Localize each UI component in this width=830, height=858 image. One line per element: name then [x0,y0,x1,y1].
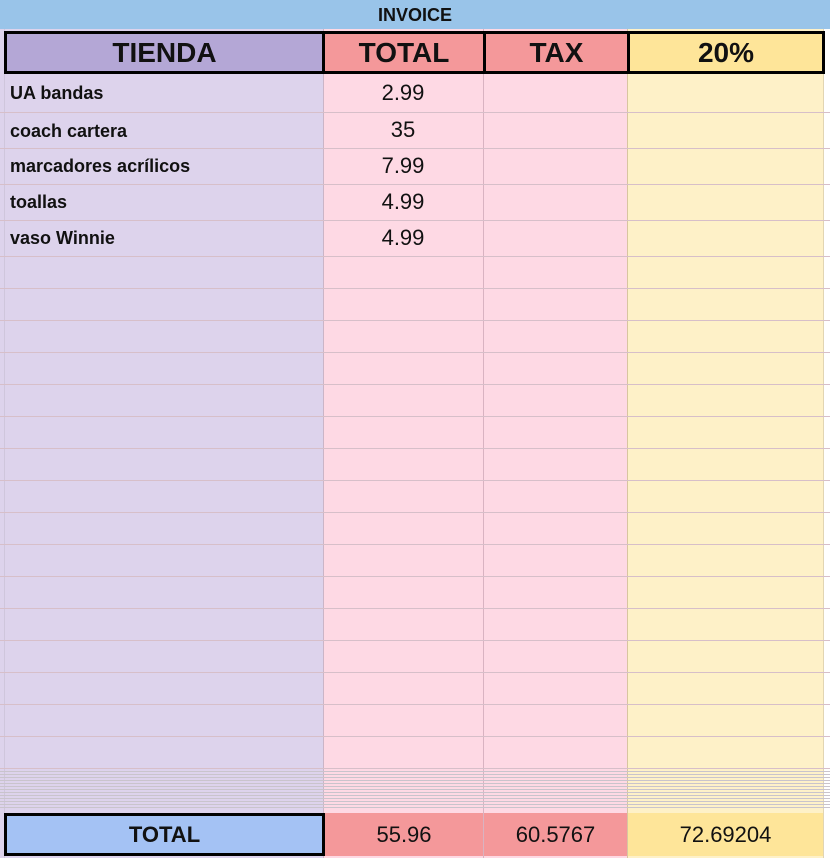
header-percent-label: 20% [697,37,755,68]
row-1-store[interactable]: UA bandas [10,83,104,103]
hidden-rows-band [0,789,830,790]
extra-column [823,29,830,858]
gridline-horizontal [0,184,830,185]
row-4-store[interactable]: toallas [10,192,68,212]
gridline-horizontal [0,736,830,737]
header-tienda-label: TIENDA [112,37,217,68]
hidden-rows-band [0,807,830,808]
header-total[interactable] [322,31,486,74]
gridline-horizontal [0,352,830,353]
header-tienda[interactable] [4,31,325,74]
gridline-horizontal [0,256,830,257]
percent-column [627,29,823,858]
gridline-horizontal [0,768,830,769]
gridline-vertical [4,29,5,858]
gridline-horizontal [0,608,830,609]
row-2-store[interactable]: coach cartera [10,121,128,141]
row-5-store[interactable]: vaso Winnie [10,228,115,248]
gridline-horizontal [0,576,830,577]
gridline-vertical [627,29,628,858]
invoice-title: INVOICE [377,5,452,25]
hidden-rows-band [0,804,830,805]
gridline-horizontal [0,448,830,449]
header-total-label: TOTAL [358,37,450,68]
gridline-horizontal [0,544,830,545]
gridline-horizontal [0,384,830,385]
gridline-horizontal [0,416,830,417]
row-5-total[interactable]: 4.99 [381,225,425,250]
footer-total-cell[interactable] [325,813,483,856]
header-tax-label: TAX [529,37,584,68]
footer-tax-value: 60.5767 [515,822,596,847]
footer-percent-cell[interactable] [628,813,823,856]
gridline-vertical [823,29,824,858]
tax-column [483,29,627,858]
row-3-store[interactable]: marcadores acrílicos [10,156,191,176]
hidden-rows-band [0,774,830,775]
gridline-horizontal [0,640,830,641]
row-3-total[interactable]: 7.99 [381,153,425,178]
row-1-total[interactable]: 2.99 [381,80,425,105]
gridline-horizontal [0,704,830,705]
gridline-vertical [483,29,484,858]
hidden-rows-band [0,780,830,781]
footer-total-value: 55.96 [376,822,432,847]
footer-total-label: TOTAL [128,822,201,847]
hidden-rows-band [0,783,830,784]
gridline-horizontal [0,320,830,321]
header-tax[interactable] [483,31,630,74]
hidden-rows-band [0,798,830,799]
hidden-rows-band [0,792,830,793]
hidden-rows-band [0,801,830,802]
gridline-horizontal [0,672,830,673]
gridline-horizontal [0,480,830,481]
row-2-total[interactable]: 35 [390,117,416,142]
gridline-horizontal [0,148,830,149]
gridline-horizontal [0,220,830,221]
hidden-rows-band [0,786,830,787]
hidden-rows-band [0,777,830,778]
footer-tax-cell[interactable] [484,813,627,856]
invoice-banner[interactable] [0,0,830,29]
footer-percent-value: 72.69204 [679,822,772,847]
row-4-total[interactable]: 4.99 [381,189,425,214]
gridline-horizontal [0,112,830,113]
hidden-rows-band [0,795,830,796]
gridline-horizontal [0,288,830,289]
footer-total-label-cell[interactable] [4,813,325,856]
gridline-horizontal [0,512,830,513]
hidden-rows-band [0,771,830,772]
header-percent[interactable] [627,31,825,74]
